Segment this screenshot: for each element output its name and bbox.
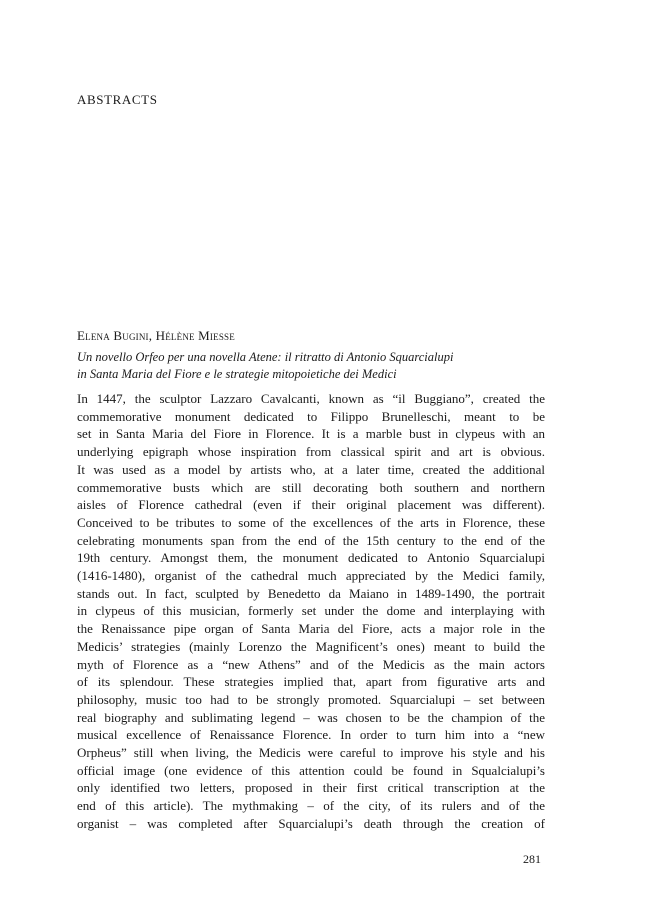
abstract-line: commemorative monument dedicated to Filippo Brunelleschi, meant to be (77, 408, 545, 424)
abstract-line: (1416-1480), organist of the cathedral much appreciated by the Medici family, (77, 568, 545, 584)
article-authors: Elena Bugini, Hélène Miesse (77, 328, 235, 343)
abstract-line: 19th century. Amongst them, the monument dedicated to Antonio Squarcialupi (77, 550, 545, 566)
abstract-line: aisles of Florence cathedral (even if their original placement was different). (77, 497, 545, 513)
article-title (77, 349, 557, 383)
abstract-line: philosophy, music too had to be strongly promoted. Squarcialupi – set between (77, 691, 545, 707)
page-number: 281 (523, 852, 541, 866)
abstract-line: celebrating monuments span from the end of the 15th century to the end of the (77, 532, 545, 548)
abstract-line: real biography and sublimating legend – was chosen to be the champion of the (77, 709, 545, 725)
article-title-line: Un novello Orfeo per una novella Atene: il ritratto di Antonio Squarcialupi (77, 350, 454, 364)
abstract-line: Conceived to be tributes to some of the excellences of the arts in Florence, these (77, 514, 545, 530)
abstract-line: underlying epigraph whose inspiration from classical spirit and art is obvious. (77, 444, 545, 460)
abstract-line: It was used as a model by artists who, at a later time, created the additional (77, 461, 545, 477)
abstract-line: musical excellence of Renaissance Florence. In order to turn him into a “new (77, 727, 545, 743)
abstract-line: myth of Florence as a “new Athens” and of the Medicis as the main actors (77, 656, 545, 672)
abstract-line: In 1447, the sculptor Lazzaro Cavalcanti, known as “il Buggiano”, created the (77, 391, 545, 406)
abstract-line: only identified two letters, proposed in their first critical transcription at the (77, 780, 545, 796)
abstract-line: of its splendour. These strategies implied that, apart from figurative arts and (77, 674, 545, 690)
abstract-line: end of this article). The mythmaking – of the city, of its rulers and of the (77, 798, 545, 814)
abstract-line: commemorative busts which are still decorating both southern and northern (77, 479, 545, 495)
abstract-body (77, 390, 545, 833)
section-heading: ABSTRACTS (77, 92, 158, 107)
abstract-line: stands out. In fact, sculpted by Benedetto da Maiano in 1489-1490, the portrait (77, 585, 545, 601)
abstract-line: Medicis’ strategies (mainly Lorenzo the Magnificent’s ones) meant to build the (77, 638, 545, 654)
abstract-line: Orpheus” still when living, the Medicis were careful to improve his style and his (77, 745, 545, 761)
abstract-line: in clypeus of this musician, formerly set under the dome and interplaying with (77, 603, 545, 619)
abstract-line: the Renaissance pipe organ of Santa Maria del Fiore, acts a major role in the (77, 621, 545, 637)
abstract-line: official image (one evidence of this attention could be found in Squalcialupi’s (77, 762, 545, 778)
article-title-line: in Santa Maria del Fiore e le strategie mitopoietiche dei Medici (77, 367, 397, 381)
abstract-line: set in Santa Maria del Fiore in Florence. It is a marble bust in clypeus with an (77, 426, 545, 442)
abstract-line: organist – was completed after Squarcialupi’s death through the creation of (77, 815, 545, 831)
